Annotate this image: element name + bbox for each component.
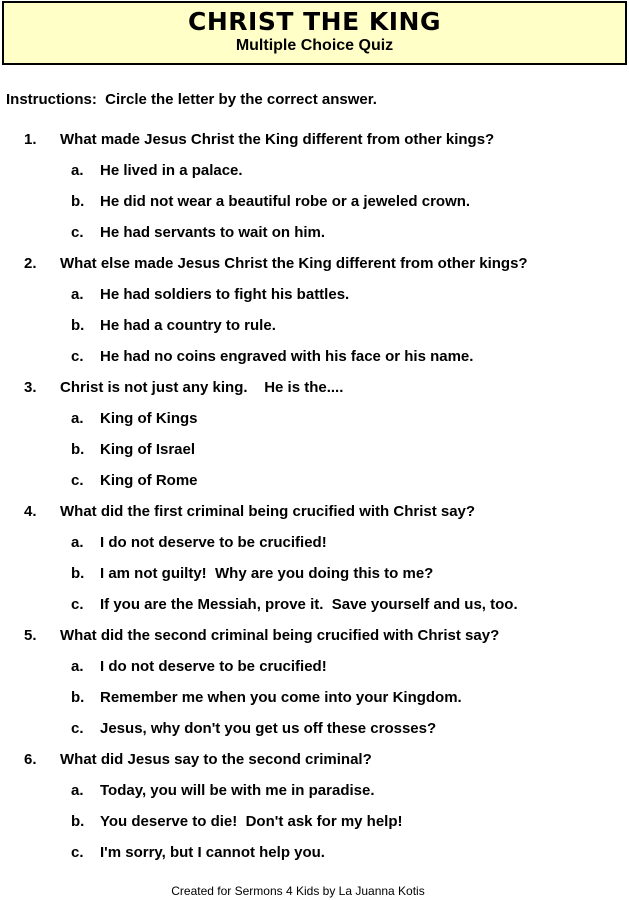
answer-option-a[interactable]: [0, 782, 629, 813]
option-letter[interactable]: a.: [71, 286, 84, 303]
question-text: What made Jesus Christ the King different from other kings?: [60, 131, 495, 148]
option-text: Today, you will be with me in paradise.: [100, 782, 375, 799]
option-letter[interactable]: b.: [71, 565, 85, 582]
option-letter[interactable]: c.: [71, 844, 84, 861]
option-letter[interactable]: b.: [71, 441, 85, 458]
answer-option-c[interactable]: [0, 348, 629, 379]
title-banner: [2, 1, 627, 65]
answer-option-c[interactable]: [0, 720, 629, 751]
question-6: [0, 751, 629, 875]
question-number: 2.: [24, 255, 37, 272]
answer-option-b[interactable]: [0, 813, 629, 844]
question-number: 1.: [24, 131, 37, 148]
option-letter[interactable]: a.: [71, 658, 84, 675]
option-text: He had servants to wait on him.: [100, 224, 326, 241]
option-letter[interactable]: b.: [71, 813, 85, 830]
footer-credit: Created for Sermons 4 Kids by La Juanna Kotis: [171, 884, 425, 898]
question-number: 6.: [24, 751, 37, 768]
question-text: What did the second criminal being crucified with Christ say?: [60, 627, 500, 644]
answer-option-b[interactable]: [0, 565, 629, 596]
option-text: Jesus, why don't you get us off these crosses?: [100, 720, 437, 737]
option-text: I am not guilty! Why are you doing this to me?: [100, 565, 434, 582]
question-number: 4.: [24, 503, 37, 520]
option-letter[interactable]: c.: [71, 720, 84, 737]
option-text: King of Kings: [100, 410, 198, 427]
option-letter[interactable]: b.: [71, 193, 85, 210]
question-row: [0, 503, 629, 534]
question-row: [0, 627, 629, 658]
answer-option-a[interactable]: [0, 534, 629, 565]
option-text: Remember me when you come into your Kingdom.: [100, 689, 462, 706]
option-text: You deserve to die! Don't ask for my help!: [100, 813, 403, 830]
page-subtitle: Multiple Choice Quiz: [235, 37, 394, 54]
question-5: [0, 627, 629, 751]
option-text: I do not deserve to be crucified!: [100, 658, 327, 675]
question-row: [0, 379, 629, 410]
option-letter[interactable]: a.: [71, 534, 84, 551]
question-3: [0, 379, 629, 503]
question-text: What else made Jesus Christ the King different from other kings?: [60, 255, 528, 272]
option-text: King of Rome: [100, 472, 198, 489]
option-letter[interactable]: a.: [71, 782, 84, 799]
question-row: [0, 255, 629, 286]
option-text: I do not deserve to be crucified!: [100, 534, 327, 551]
answer-option-c[interactable]: [0, 844, 629, 875]
option-text: He had soldiers to fight his battles.: [100, 286, 350, 303]
option-letter[interactable]: a.: [71, 162, 84, 179]
option-letter[interactable]: c.: [71, 348, 84, 365]
option-text: I'm sorry, but I cannot help you.: [100, 844, 325, 861]
answer-option-c[interactable]: [0, 472, 629, 503]
answer-option-a[interactable]: [0, 658, 629, 689]
question-text: What did Jesus say to the second criminal?: [60, 751, 372, 768]
question-4: [0, 503, 629, 627]
answer-option-b[interactable]: [0, 193, 629, 224]
option-text: If you are the Messiah, prove it. Save yourself and us, too.: [100, 596, 518, 613]
page-title: CHRIST THE KING: [188, 7, 441, 36]
question-2: [0, 255, 629, 379]
question-number: 5.: [24, 627, 37, 644]
instructions-text: Instructions: Circle the letter by the correct answer.: [6, 91, 377, 108]
question-row: [0, 751, 629, 782]
answer-option-b[interactable]: [0, 689, 629, 720]
answer-option-c[interactable]: [0, 224, 629, 255]
option-letter[interactable]: c.: [71, 472, 84, 489]
answer-option-c[interactable]: [0, 596, 629, 627]
option-letter[interactable]: b.: [71, 317, 85, 334]
option-letter[interactable]: c.: [71, 224, 84, 241]
question-list: [0, 131, 629, 875]
option-letter[interactable]: a.: [71, 410, 84, 427]
option-letter[interactable]: b.: [71, 689, 85, 706]
option-text: King of Israel: [100, 441, 196, 458]
option-text: He had a country to rule.: [100, 317, 276, 334]
option-text: He had no coins engraved with his face or his name.: [100, 348, 474, 365]
answer-option-a[interactable]: [0, 410, 629, 441]
option-letter[interactable]: c.: [71, 596, 84, 613]
option-text: He lived in a palace.: [100, 162, 243, 179]
option-text: He did not wear a beautiful robe or a jeweled crown.: [100, 193, 471, 210]
answer-option-b[interactable]: [0, 441, 629, 472]
answer-option-a[interactable]: [0, 286, 629, 317]
answer-option-a[interactable]: [0, 162, 629, 193]
question-1: [0, 131, 629, 255]
question-row: [0, 131, 629, 162]
question-number: 3.: [24, 379, 37, 396]
question-text: Christ is not just any king. He is the....: [60, 379, 344, 396]
question-text: What did the first criminal being crucified with Christ say?: [60, 503, 476, 520]
answer-option-b[interactable]: [0, 317, 629, 348]
